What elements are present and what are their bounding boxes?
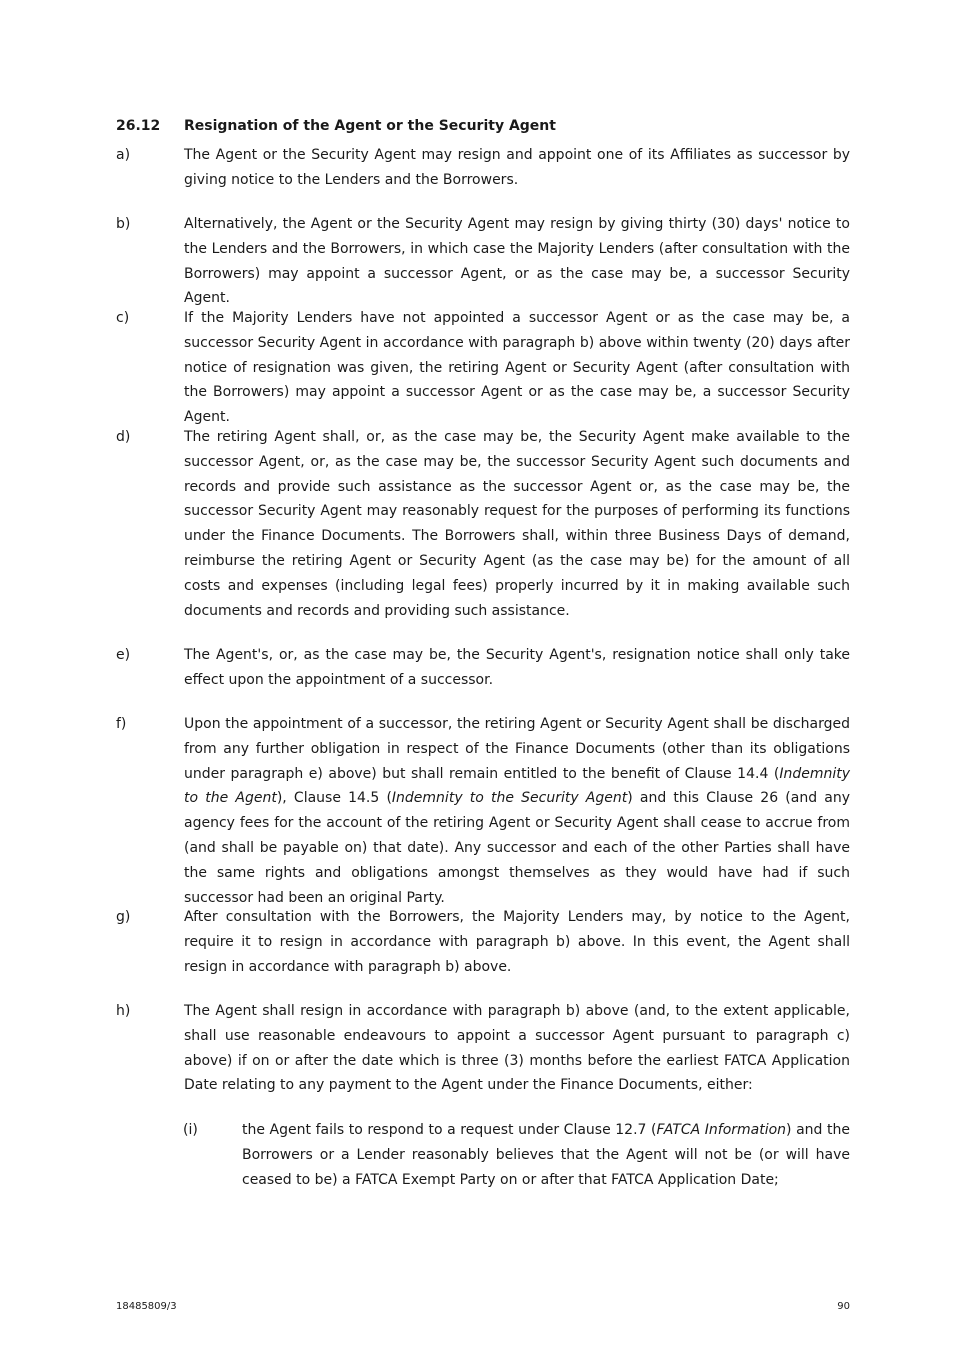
paragraph-label: g) xyxy=(116,909,131,925)
subparagraph-text xyxy=(242,1118,850,1192)
paragraph-a xyxy=(116,143,850,193)
paragraph-text xyxy=(184,712,850,910)
paragraph-h xyxy=(116,999,850,1098)
paragraph-text-part: ) and this Clause 26 (and any agency fees for the account of the retiring Agent or Security Agent shall cease to accrue from (and shall be payable on) that date). Any successor and each of the other Parties shall have the same rights and obligations amongst themselves as they would have had if such successor had been an original Party. xyxy=(184,790,851,906)
subparagraph-i xyxy=(183,1118,850,1192)
paragraph-text-part: Upon the appointment of a successor, the retiring Agent or Security Agent shall be discharged from any further obligation in respect of the Finance Documents (other than its obligations under paragraph e) above) but shall remain entitled to the benefit of Clause 14.4 ( xyxy=(184,716,850,782)
paragraph-label: b) xyxy=(116,216,131,232)
paragraph-text: If the Majority Lenders have not appointed a successor Agent or as the case may be, a successor Security Agent in accordance with paragraph b) above within twenty (20) days after notice of resignation was given, the retiring Agent or Security Agent (after consultation with the Borrowers) may appoint a successor Agent or as the case may be, a successor Security Agent. xyxy=(184,310,850,426)
section-title: Resignation of the Agent or the Security Agent xyxy=(184,118,556,134)
paragraph-text: Alternatively, the Agent or the Security Agent may resign by giving thirty (30) days' notice to the Lenders and the Borrowers, in which case the Majority Lenders (after consultation with the Borrowers) may appoint a successor Agent, or as the case may be, a successor Security Agent. xyxy=(184,216,850,307)
clause-title-italic: Indemnity to the Agent xyxy=(184,765,850,807)
paragraph-label: d) xyxy=(116,429,131,445)
paragraph-label: h) xyxy=(116,1003,131,1019)
clause-title-italic: Indemnity to the Security Agent xyxy=(391,790,628,807)
paragraph-e xyxy=(116,643,850,693)
section-number: 26.12 xyxy=(116,118,161,134)
document-reference: 18485809/3 xyxy=(116,1301,177,1312)
paragraph-b xyxy=(116,212,850,311)
paragraph-f xyxy=(116,712,850,910)
clause-title-italic: FATCA Information xyxy=(656,1122,787,1138)
paragraph-text: The Agent or the Security Agent may resign and appoint one of its Affiliates as successor by giving notice to the Lenders and the Borrowers. xyxy=(184,147,850,188)
paragraph-label: c) xyxy=(116,310,130,326)
paragraph-text-part: ), Clause 14.5 ( xyxy=(276,790,392,807)
paragraph-label: f) xyxy=(116,716,127,732)
paragraph-text: The Agent's, or, as the case may be, the Security Agent's, resignation notice shall only take effect upon the appointment of a successor. xyxy=(184,647,850,688)
paragraph-text: The retiring Agent shall, or, as the case may be, the Security Agent make available to the successor Agent, or, as the case may be, the successor Security Agent such documents and records and provide such assistance as the successor Agent or, as the case may be, the successor Security Agent may reasonably request for the purposes of performing its functions under the Finance Documents. The Borrowers shall, within three Business Days of demand, reimburse the retiring Agent or Security Agent (as the case may be) for the amount of all costs and expenses (including legal fees) properly incurred by it in making available such documents and records and providing such assistance. xyxy=(184,429,850,619)
paragraph-d xyxy=(116,425,850,623)
page-number: 90 xyxy=(837,1301,850,1312)
paragraph-g xyxy=(116,905,850,979)
paragraph-label: e) xyxy=(116,647,131,663)
paragraph-text: After consultation with the Borrowers, the Majority Lenders may, by notice to the Agent, require it to resign in accordance with paragraph b) above. In this event, the Agent shall resign in accordance with paragraph b) above. xyxy=(184,909,850,975)
subparagraph-label: (i) xyxy=(183,1122,198,1138)
subparagraph-text-part: ) and the Borrowers or a Lender reasonably believes that the Agent will not be (or will have ceased to be) a FATCA Exempt Party on or after that FATCA Application Date; xyxy=(242,1122,850,1188)
paragraph-label: a) xyxy=(116,147,131,163)
subparagraph-text-part: the Agent fails to respond to a request under Clause 12.7 ( xyxy=(242,1122,657,1138)
paragraph-c xyxy=(116,306,850,430)
paragraph-text: The Agent shall resign in accordance with paragraph b) above (and, to the extent applicable, shall use reasonable endeavours to appoint a successor Agent pursuant to paragraph c) above) if on or after the date which is three (3) months before the earliest FATCA Application Date relating to any payment to the Agent under the Finance Documents, either: xyxy=(184,1003,850,1094)
